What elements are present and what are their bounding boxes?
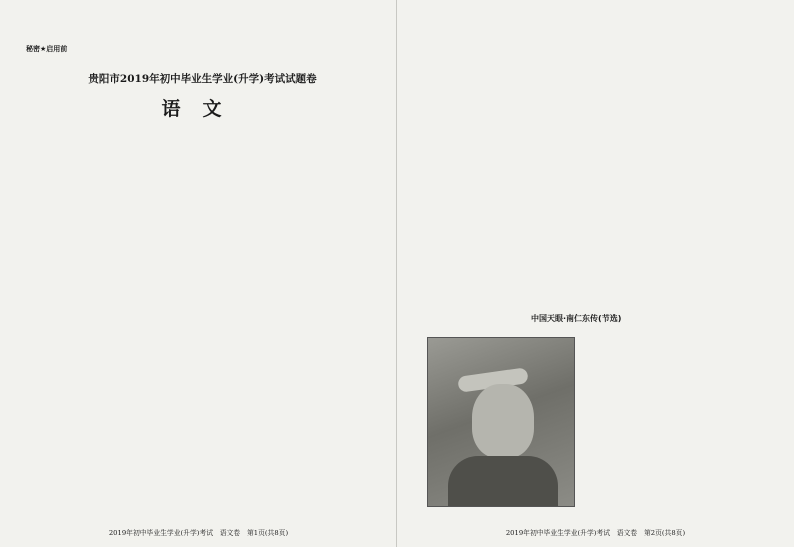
- left-page-footer: 2019年初中毕业生学业(升学)考试 语文卷 第1页(共8页): [108, 529, 289, 538]
- exam-title: 贵阳市2019年初中毕业生学业(升学)考试试题卷: [88, 72, 317, 85]
- article-photo: [427, 337, 575, 507]
- photo-face: [472, 384, 534, 458]
- subject-title: 语文: [161, 98, 244, 121]
- secret-label: 秘密★启用前: [26, 45, 68, 53]
- right-page: [397, 0, 794, 547]
- photo-body: [448, 456, 558, 506]
- right-page-footer: 2019年初中毕业生学业(升学)考试 语文卷 第2页(共8页): [505, 529, 686, 538]
- article-title: 中国天眼·南仁东传(节选): [531, 314, 622, 323]
